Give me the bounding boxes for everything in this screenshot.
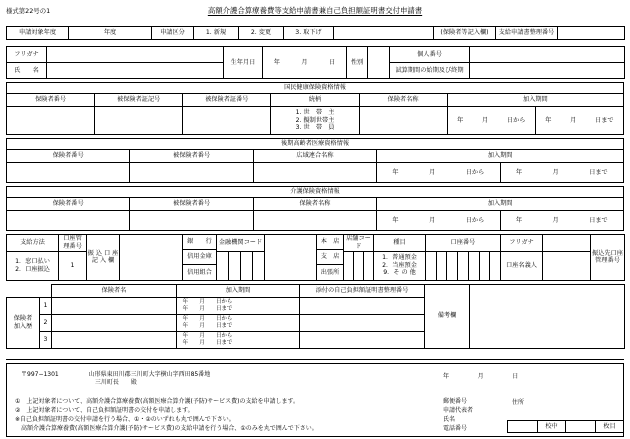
gender-input[interactable] [368, 47, 390, 79]
history-section [6, 284, 624, 349]
submission-date[interactable] [443, 371, 522, 380]
bank-type-shinkin[interactable]: 信用金庫 [183, 249, 216, 264]
account-furigana-label: フリガナ [501, 235, 543, 252]
account-no-cell-7[interactable] [490, 252, 500, 280]
name-input[interactable] [47, 63, 224, 79]
bank-code-cell-4[interactable] [253, 252, 264, 280]
dob-input[interactable] [263, 47, 347, 79]
mynumber-label: 個人番号 [390, 47, 470, 63]
insurer-entry-note: (保険者等記入欄) [434, 27, 496, 40]
account-furigana-input[interactable] [543, 235, 591, 252]
kokuho-card-no-input[interactable] [183, 107, 271, 135]
history-to-month-1: 月 [199, 305, 205, 312]
bank-code-cell-3[interactable] [241, 252, 253, 280]
label-postal-number: 郵便番号 [443, 397, 468, 405]
furikomi-label-line1: 振 込 口 座 [87, 249, 119, 257]
kouki-col-union-name: 広域連合名称 [253, 150, 376, 163]
kouki-section-title: 後期高齢者医療資格情報 [7, 139, 624, 150]
branch-code-cells[interactable] [344, 251, 374, 280]
relationship-option-head[interactable]: 1. 世 帯 主 [295, 108, 335, 116]
top-row [6, 26, 624, 40]
bank-name-input[interactable] [120, 235, 183, 281]
kaigo-from-year: 年 [392, 216, 399, 224]
sheet-counter-table [507, 420, 624, 433]
kaigo-period-to[interactable] [500, 211, 623, 231]
dob-month: 月 [301, 58, 308, 66]
kokuho-relationship-options[interactable] [271, 107, 359, 135]
kouki-col-insurer-no: 保険者番号 [7, 150, 130, 163]
account-no-cell-3[interactable] [447, 252, 458, 280]
account-mgmt-label-line1: 口座管 [63, 235, 82, 243]
remit-mgmt-line2: 管理番号 [595, 257, 620, 265]
postal-code: 〒997−1301 [21, 370, 59, 378]
branch-type-options[interactable] [317, 235, 344, 281]
account-mgmt-label [59, 235, 87, 252]
history-row-no-2: 2 [40, 314, 52, 331]
kaigo-table [6, 186, 624, 231]
kaigo-insurer-name-input[interactable] [253, 211, 376, 231]
history-cert-no-3[interactable] [300, 331, 425, 348]
history-from-year-2: 年 [182, 315, 189, 322]
kind-option-toza[interactable]: 2．当座預金 [382, 261, 417, 269]
history-col-period: 加入期間 [177, 284, 300, 297]
branch-type-branch[interactable]: 支 店 [317, 249, 343, 264]
dob-label: 生年月日 [224, 47, 263, 79]
history-no-blank [40, 284, 52, 297]
addressee-name: 三川町長 殿 [94, 379, 137, 387]
bank-code-label: 金融機関コード [217, 235, 265, 252]
branch-code-cell-1[interactable] [344, 252, 354, 280]
account-kind-options[interactable] [374, 251, 426, 280]
label-residence: 住所 [512, 398, 525, 406]
sheet-total-label: 校中 [538, 421, 566, 433]
kouki-table [6, 138, 624, 183]
account-no-cell-1[interactable] [426, 252, 437, 280]
kokuho-insurer-no-input[interactable] [7, 107, 95, 135]
kokuho-from-month: 月 [481, 116, 489, 124]
kaigo-col-insurer-name: 保険者名称 [253, 198, 376, 211]
kouki-section [6, 138, 624, 183]
label-representative: 申請代表者 [443, 406, 474, 414]
history-to-month-2: 月 [199, 322, 205, 329]
kokuho-col-card-symbol: 被保険者証記号 [95, 94, 183, 107]
furigana-label: フリガナ [7, 47, 47, 63]
bank-type-shinkumi[interactable]: 信用組合 [183, 264, 216, 279]
history-cert-no-1[interactable] [300, 297, 425, 314]
account-mgmt-label-line2: 理番号 [63, 242, 82, 250]
kouki-col-period: 加入期間 [377, 150, 624, 163]
kaigo-from-day: 日から [465, 216, 485, 224]
kouki-member-no-input[interactable] [130, 163, 253, 183]
kaigo-section [6, 186, 624, 231]
doc-control-label: 支給申請書整理番号 [496, 27, 558, 40]
kaigo-insurer-no-input[interactable] [7, 211, 130, 231]
history-from-year-3: 年 [182, 332, 189, 339]
history-table [6, 284, 625, 349]
top-row-table [6, 26, 625, 40]
kaigo-member-no-input[interactable] [130, 211, 253, 231]
remit-mgmt-line1: 振込先口座 [592, 249, 623, 257]
kouki-period-from[interactable] [377, 163, 500, 183]
account-no-cell-6[interactable] [480, 252, 491, 280]
history-to-day-1: 日まで [216, 305, 233, 312]
kaigo-col-period: 加入期間 [377, 198, 624, 211]
kokuho-period-to[interactable] [535, 107, 623, 135]
history-to-year-2: 年 [182, 322, 189, 329]
furigana-input[interactable] [47, 47, 224, 63]
history-from-month-2: 月 [199, 315, 205, 322]
kouki-period-to[interactable] [500, 163, 623, 183]
kind-option-other[interactable]: 9．そ の 他 [383, 269, 416, 277]
kouki-to-month: 月 [552, 168, 559, 176]
document-header [0, 0, 630, 26]
kouki-from-year: 年 [392, 168, 399, 176]
option-new[interactable]: 1. 新規 [194, 27, 239, 40]
account-no-cell-2[interactable] [437, 252, 448, 280]
history-row-label-line2: 加入歴 [13, 322, 33, 330]
target-year-label: 申請対象年度 [7, 27, 69, 40]
branch-code-label: 店舗コード [344, 235, 374, 252]
history-period-spacer-1 [238, 297, 300, 314]
history-from-year-1: 年 [182, 298, 189, 305]
submission-date-year: 年 [443, 372, 453, 380]
furikomi-entry-label [87, 235, 120, 281]
branch-code-cell-2[interactable] [354, 252, 364, 280]
payment-option-transfer[interactable]: 2．口座振込 [15, 265, 50, 273]
target-year-value[interactable]: 年度 [69, 27, 152, 40]
trial-period-label: 試算期間の始期及び終期 [390, 63, 470, 79]
history-row-no-1: 1 [40, 297, 52, 314]
history-insurer-name-2[interactable] [52, 314, 177, 331]
option-withdraw[interactable]: 3. 取下げ [284, 27, 334, 40]
declaration-notes [15, 397, 318, 433]
option-change[interactable]: 2. 変更 [239, 27, 284, 40]
history-col-cert-no: 添付の自己負担額証明書整理番号 [300, 284, 425, 297]
submission-date-day: 日 [512, 372, 522, 380]
declaration-note-4: 高額介護合算療養費(高額医療合算介護(予防)サービス費)の支給申請を行う場合、①のみを丸で囲んで下さい。 [15, 424, 318, 432]
kaigo-col-member-no: 被保険者番号 [130, 198, 253, 211]
relationship-option-member[interactable]: 3. 世 帯 員 [295, 124, 335, 132]
kokuho-table [6, 82, 624, 135]
branch-type-main[interactable]: 本 店 [320, 238, 340, 246]
history-period-spacer-2 [238, 314, 300, 331]
remarks-input[interactable] [470, 284, 625, 348]
history-period-spacer-3 [238, 331, 300, 348]
bank-code-cell-2[interactable] [229, 252, 241, 280]
mynumber-input[interactable] [470, 47, 625, 63]
gender-label: 性別 [347, 47, 368, 79]
history-to-day-3: 日まで [216, 339, 233, 346]
kaigo-from-month: 月 [429, 216, 436, 224]
furikomi-label-line2: 記 入 欄 [91, 257, 115, 265]
kaigo-section-title: 介護保険資格情報 [7, 187, 624, 198]
declaration-note-1[interactable]: ① 上記対象者について、高額介護合算療養費(高額医療合算介護(予防)サービス費)の支給を申請します。 [15, 397, 300, 405]
account-no-label: 口座番号 [426, 235, 501, 252]
kokuho-from-year: 年 [457, 116, 464, 124]
kokuho-to-day: 日まで [595, 116, 614, 124]
payment-option-window[interactable]: 1．窓口払い [15, 257, 50, 265]
history-from-day-1: 日から [216, 298, 233, 305]
remarks-label: 備考欄 [425, 284, 470, 348]
history-col-insurer-name: 保険者名 [52, 284, 177, 297]
bank-type-options[interactable] [183, 235, 217, 281]
kokuho-to-year: 年 [545, 116, 552, 124]
kokuho-section-title: 国民健康保険資格情報 [7, 83, 624, 94]
account-mgmt-value[interactable]: 1 [59, 251, 87, 280]
history-row-label [7, 297, 40, 348]
submission-date-month: 月 [477, 372, 488, 380]
sheet-total-value[interactable] [508, 421, 538, 433]
applicant-band [6, 46, 624, 79]
kaigo-period-from[interactable] [377, 211, 500, 231]
office-address: 山形県東田川郡三川町大字横山字西田85番地 [88, 370, 211, 378]
applicant-table [6, 46, 625, 79]
kokuho-insurer-name-input[interactable] [359, 107, 447, 135]
history-to-month-3: 月 [199, 339, 205, 346]
history-from-day-3: 日から [216, 332, 233, 339]
kokuho-col-insurer-no: 保険者番号 [7, 94, 95, 107]
sheet-index-value[interactable] [566, 421, 596, 433]
history-corner-blank [7, 284, 40, 297]
kokuho-card-symbol-input[interactable] [95, 107, 183, 135]
history-to-day-2: 日まで [216, 322, 233, 329]
payment-table [6, 234, 625, 281]
account-kind-label: 種目 [374, 235, 426, 252]
label-phone: 電話番号 [443, 424, 468, 432]
account-holder-label: 口座名義人 [501, 251, 543, 280]
declaration-note-3: ※自己負担額証明書の交付申請を行う場合、①・②のいずれも丸で囲んで下さい。 [15, 415, 235, 423]
kokuho-col-card-no: 被保険者証番号 [183, 94, 271, 107]
payment-section [6, 234, 624, 281]
account-no-cell-4[interactable] [458, 252, 469, 280]
branch-code-cell-3[interactable] [364, 252, 373, 280]
history-period-1[interactable] [177, 297, 239, 314]
spacer-cell [334, 27, 434, 40]
doc-control-value[interactable] [558, 27, 625, 40]
bank-type-bank[interactable]: 銀 行 [187, 238, 212, 246]
remit-mgmt-label [591, 235, 625, 281]
kokuho-col-period: 加入期間 [447, 94, 623, 107]
branch-type-office[interactable]: 出張所 [317, 264, 343, 279]
kokuho-to-month: 月 [570, 116, 577, 124]
kokuho-from-day: 日から [506, 116, 526, 124]
sheet-index-label: 枚目 [596, 421, 624, 433]
bank-code-cells[interactable] [217, 251, 265, 280]
kouki-from-day: 日から [465, 168, 485, 176]
history-to-year-1: 年 [182, 305, 189, 312]
applicant-contact-labels [443, 397, 473, 433]
dob-year: 年 [273, 58, 280, 66]
account-no-cells[interactable] [426, 251, 501, 280]
history-to-year-3: 年 [182, 339, 189, 346]
history-row-no-3: 3 [40, 331, 52, 348]
kokuho-section [6, 82, 624, 135]
payment-method-options[interactable] [7, 251, 59, 280]
kouki-from-month: 月 [429, 168, 436, 176]
history-from-month-1: 月 [199, 298, 205, 305]
branch-name-input[interactable] [265, 235, 317, 281]
name-label: 氏 名 [7, 63, 47, 79]
kaigo-to-month: 月 [552, 216, 559, 224]
history-insurer-name-3[interactable] [52, 331, 177, 348]
bank-code-cell-1[interactable] [217, 252, 229, 280]
kouki-to-day: 日まで [589, 168, 608, 176]
kouki-union-name-input[interactable] [253, 163, 376, 183]
kokuho-col-insurer-name: 保険者名称 [359, 94, 447, 107]
kokuho-period-from[interactable] [447, 107, 535, 135]
kaigo-to-day: 日まで [589, 216, 608, 224]
history-cert-no-2[interactable] [300, 314, 425, 331]
account-no-cell-5[interactable] [469, 252, 480, 280]
application-class-label: 申請区分 [152, 27, 194, 40]
page-title: 高額介護合算療養費等支給申請書兼自己負担額証明書交付申請書 [207, 6, 423, 15]
kaigo-col-insurer-no: 保険者番号 [7, 198, 130, 211]
kind-option-futsu[interactable]: 1．普通預金 [382, 253, 417, 261]
trial-period-input[interactable] [470, 63, 625, 79]
kouki-to-year: 年 [515, 168, 522, 176]
sheet-counter [507, 420, 624, 433]
payment-method-label: 支給方法 [7, 235, 59, 252]
dob-day: 日 [329, 58, 336, 66]
kokuho-col-relationship: 続柄 [271, 94, 359, 107]
history-period-2[interactable] [177, 314, 239, 331]
addressee-block [21, 371, 210, 388]
kouki-col-member-no: 被保険者番号 [130, 150, 253, 163]
history-insurer-name-1[interactable] [52, 297, 177, 314]
history-row-label-line1: 保険者 [13, 315, 33, 323]
kouki-insurer-no-input[interactable] [7, 163, 130, 183]
history-from-day-2: 日から [216, 315, 233, 322]
history-from-month-3: 月 [199, 332, 205, 339]
account-holder-input[interactable] [543, 251, 591, 280]
kaigo-to-year: 年 [515, 216, 522, 224]
declaration-note-2[interactable]: ② 上記対象者について、自己負担額証明書の交付を申請します。 [15, 406, 194, 414]
form-number: 様式第22号の1 [6, 7, 51, 15]
label-name: 氏名 [443, 415, 456, 423]
relationship-option-deemed[interactable]: 2. 擬制世帯主 [295, 116, 335, 124]
history-period-3[interactable] [177, 331, 239, 348]
